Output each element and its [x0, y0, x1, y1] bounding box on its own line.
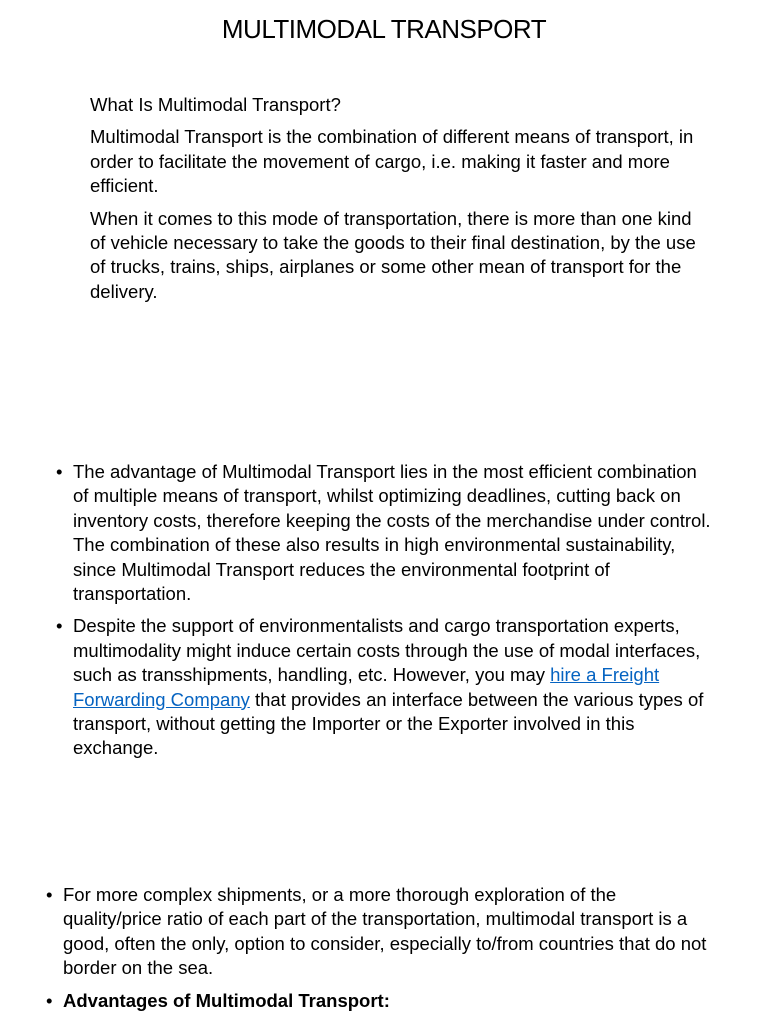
bullet-glyph: •	[46, 989, 53, 1011]
bullet-glyph: •	[56, 461, 63, 482]
bullet-glyph: •	[46, 884, 53, 905]
list-item	[46, 883, 716, 981]
bullet-list-complex	[46, 883, 716, 1021]
despite-text-before: Despite the support of environmentalists and cargo transportation experts, multimodality might induce certain costs through the use of modal interfaces, such as transshipments, handling, etc. However, you may	[73, 615, 701, 686]
intro-question: What Is Multimodal Transport?	[90, 94, 341, 115]
advantage-text: The advantage of Multimodal Transport lies in the most efficient combination of multiple means of transport, whilst optimizing deadlines, cutting back on inventory costs, therefore keeping the costs of the merchandise under control. The combination of these also results in high environmental sustainability, since Multimodal Transport reduces the environmental footprint of transportation.	[73, 461, 711, 605]
freight-forwarding-link[interactable]: hire a Freight Forwarding Company	[73, 664, 660, 710]
list-item	[46, 989, 716, 1013]
advantages-heading: Advantages of Multimodal Transport:	[63, 989, 390, 1011]
complex-shipments-text: For more complex shipments, or a more thorough exploration of the quality/price ratio of each part of the transportation, multimodal transport is a good, often the only, option to consider, especially to/from countries that do not border on the sea.	[63, 884, 707, 979]
intro-section	[90, 93, 710, 312]
intro-vehicles: When it comes to this mode of transportation, there is more than one kind of vehicle necessary to take the goods to their final destination, by the use of trucks, trains, ships, airplanes or some other mean of transport for the delivery.	[90, 207, 696, 302]
page-title: MULTIMODAL TRANSPORT	[221, 14, 547, 44]
list-item	[56, 460, 716, 606]
bullet-list-advantages	[56, 460, 716, 769]
bullet-glyph: •	[56, 615, 63, 637]
intro-definition: Multimodal Transport is the combination of different means of transport, in order to facilitate the movement of cargo, i.e. making it faster and more efficient.	[90, 126, 694, 197]
list-item	[56, 614, 716, 760]
despite-text-after: that provides an interface between the various types of transport, without getting the Importer or the Exporter involved in this exchange.	[73, 688, 704, 759]
